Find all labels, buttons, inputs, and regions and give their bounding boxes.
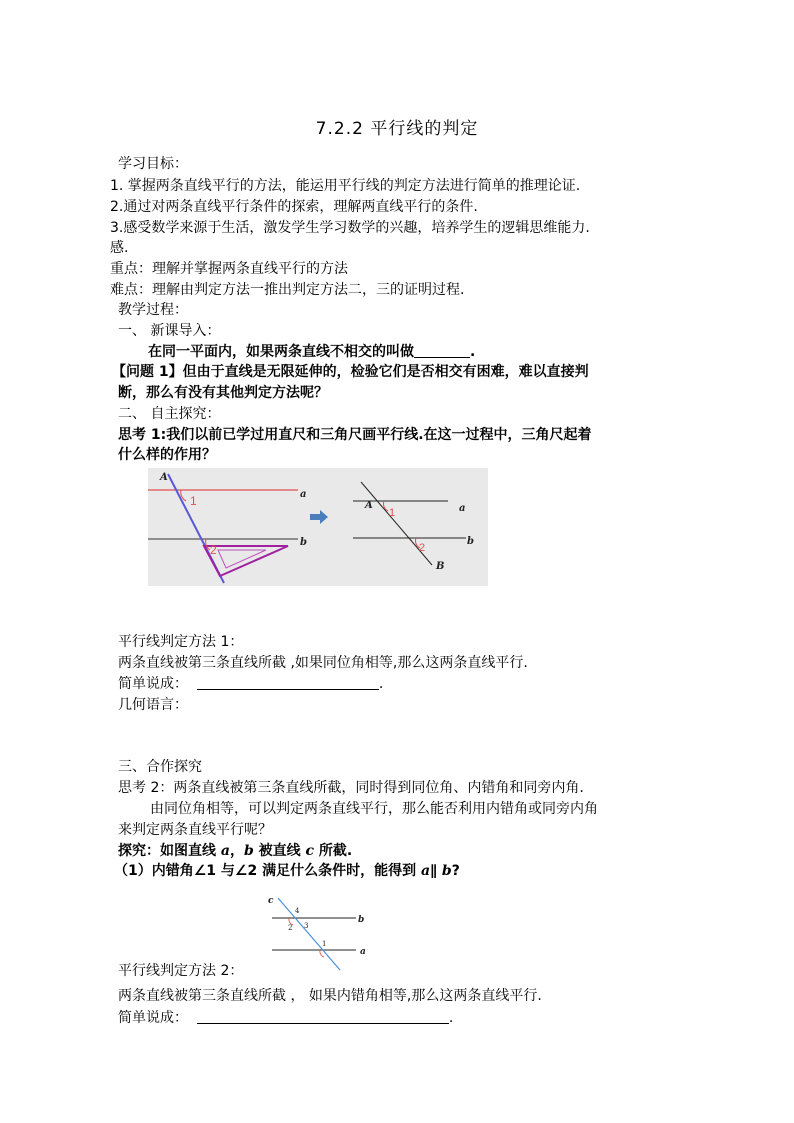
objectives-heading: 学习目标： (118, 156, 188, 172)
process-heading: 教学过程： (118, 302, 188, 318)
method-2-simple-label: 简单说成： (118, 1010, 188, 1026)
method-2-blank[interactable] (197, 1008, 449, 1024)
q1-parallel: ∥ (430, 863, 442, 879)
label-a-left: a (300, 489, 307, 500)
q1-prefix: （1）内错角∠1 与∠2 满足什么条件时，能得到 (114, 863, 421, 879)
intro-text: 在同一平面内，如果两条直线不相交的叫做 (148, 344, 414, 360)
objective-2: 2.通过对两条直线平行条件的探索，理解两直线平行的条件. (110, 199, 478, 215)
label-b-right: b (467, 536, 474, 547)
method-2-end: . (448, 1010, 454, 1026)
objective-3: 3.感受数学来源于生活，激发学生学习数学的兴趣，培养学生的逻辑思维能力. (110, 220, 590, 236)
label-angle-3: 3 (304, 922, 309, 930)
think-2-line-1: 思考 2：两条直线被第三条直线所截，同时得到同位角、内错角和同旁内角. (118, 780, 584, 796)
label-A-right: A (365, 500, 373, 511)
intro-end: . (470, 344, 476, 360)
think-2-line-2: 由同位角相等，可以判定两条直线平行，那么能否利用内错角或同旁内角 (150, 801, 598, 817)
explore-var-c: c (305, 843, 315, 859)
key-point: 重点：理解并掌握两条直线平行的方法 (110, 261, 348, 277)
explore-var-b: b (243, 843, 254, 859)
q1-var-b: b (441, 863, 452, 879)
think-2-line-3: 来判定两条直线平行呢？ (118, 822, 272, 838)
section-3-heading: 三、合作探究 (118, 759, 202, 775)
line-c (278, 898, 340, 970)
explore-mid-2: 被直线 (253, 843, 306, 859)
label-c: c (268, 896, 274, 906)
label-a: a (360, 947, 366, 957)
method-1-heading: 平行线判定方法 1： (118, 634, 244, 650)
method-1-text: 两条直线被第三条直线所截 ,如果同位角相等,那么这两条直线平行. (118, 655, 528, 671)
q1-suffix: ? (451, 863, 460, 879)
explore-var-a: a (220, 843, 230, 859)
label-angle-2-right: 2 (419, 542, 426, 554)
difficulty: 难点：理解由判定方法一推出判定方法二，三的证明过程. (110, 282, 465, 298)
label-angle-1: 1 (322, 940, 327, 948)
label-B-right: B (436, 561, 445, 572)
method-1-simple (118, 674, 383, 694)
method-1-geometry: 几何语言： (118, 697, 188, 713)
label-angle-4: 4 (295, 907, 300, 915)
objective-1: 1. 掌握两条直线平行的方法，能运用平行线的判定方法进行简单的推理论证. (110, 178, 581, 194)
explore-prefix: 探究：如图直线 (118, 843, 221, 859)
method-2-text: 两条直线被第三条直线所截 ， 如果内错角相等,那么这两条直线平行. (118, 988, 542, 1004)
label-angle-2-left: 2 (210, 543, 217, 557)
method-2-simple (118, 1008, 453, 1028)
label-A-left: A (160, 472, 168, 483)
method-2-heading: 平行线判定方法 2： (118, 963, 244, 979)
figure-2-svg (264, 892, 376, 974)
question-1-line-1: 【问题 1】但由于直线是无限延伸的，检验它们是否相交有困难，难以直接判 (112, 364, 589, 380)
explore-suffix: 所截. (314, 843, 353, 859)
explore-mid-1: ， (229, 843, 244, 859)
transform-arrow-icon (310, 510, 328, 524)
figure-alternate-angles (264, 892, 376, 974)
think-1-line-2: 什么样的作用？ (118, 447, 216, 463)
label-angle-1-right: 1 (389, 507, 396, 519)
section-1-heading: 一、 新课导入： (118, 323, 221, 339)
q1-var-a: a (420, 863, 431, 879)
intro-blank[interactable] (414, 342, 470, 358)
objective-4: 感. (110, 240, 129, 256)
explore-line (118, 841, 352, 861)
label-angle-1-left: 1 (190, 494, 197, 508)
question-line (114, 861, 460, 881)
label-a-right: a (459, 503, 466, 514)
label-angle-2: 2 (288, 924, 293, 932)
section-2-heading: 二、 自主探究： (118, 406, 221, 422)
question-1-line-2: 断，那么有没有其他判定方法呢？ (118, 385, 328, 401)
intro-question (148, 342, 475, 362)
label-b-left: b (300, 537, 307, 548)
think-1-line-1: 思考 1:我们以前已学过用直尺和三角尺画平行线.在这一过程中，三角尺起着 (118, 427, 592, 443)
method-1-end: . (378, 676, 384, 692)
label-b: b (358, 915, 365, 925)
method-1-blank[interactable] (197, 674, 379, 690)
figure-1-svg (148, 468, 488, 586)
method-1-simple-label: 简单说成： (118, 676, 188, 692)
page-title: 7.2.2 平行线的判定 (315, 119, 479, 139)
figure-ruler-triangle (148, 468, 488, 586)
